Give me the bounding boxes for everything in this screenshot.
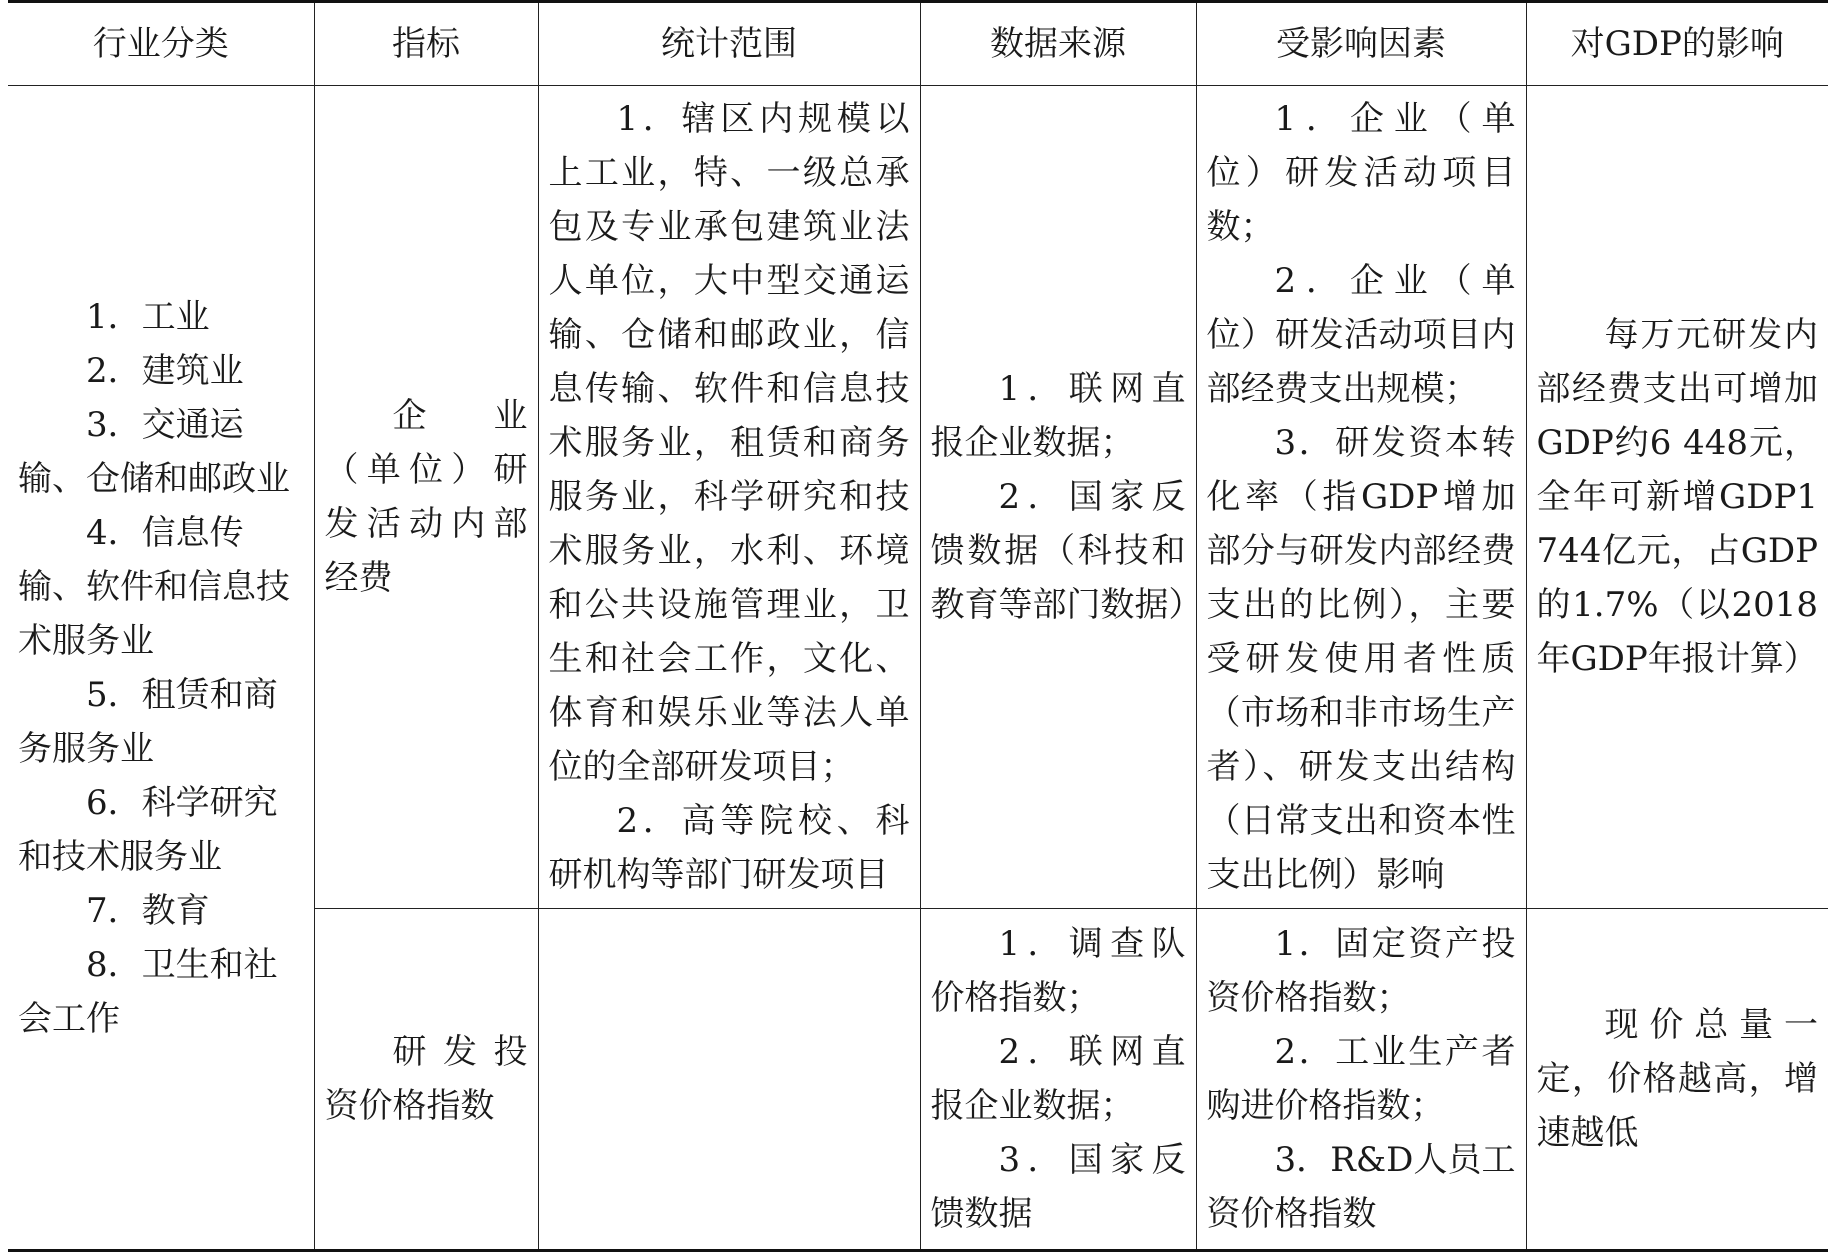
header-indicator: 指标 bbox=[314, 2, 538, 86]
factor-item: 3．R&D人员工资价格指数 bbox=[1206, 1140, 1516, 1234]
factors-cell bbox=[1196, 86, 1526, 909]
indicator-cell bbox=[314, 86, 538, 909]
scope-item: 2．高等院校、科研机构等部门研发项目 bbox=[548, 801, 910, 895]
indicator-text: 研发投资价格指数 bbox=[324, 1032, 528, 1126]
industry-item: 3．交通运输、仓储和邮政业 bbox=[18, 404, 290, 499]
factor-item: 1．固定资产投资价格指数； bbox=[1206, 924, 1516, 1018]
impact-cell bbox=[1526, 86, 1828, 909]
source-item: 1．联网直报企业数据； bbox=[930, 369, 1186, 463]
header-gdp-impact: 对GDP的影响 bbox=[1526, 2, 1828, 86]
scope-cell-empty bbox=[538, 909, 920, 1251]
factor-item: 2．企业（单位）研发活动项目内部经费支出规模； bbox=[1206, 261, 1516, 409]
industry-item: 4．信息传输、软件和信息技术服务业 bbox=[18, 512, 290, 661]
source-item: 2．国家反馈数据（科技和教育等部门数据） bbox=[930, 477, 1203, 625]
header-row bbox=[8, 2, 1828, 86]
source-item: 3．国家反馈数据 bbox=[930, 1140, 1186, 1234]
impact-text: 现价总量一定，价格越高，增速越低 bbox=[1536, 1005, 1818, 1153]
scope-cell bbox=[538, 86, 920, 909]
factor-item: 3．研发资本转化率（指GDP增加部分与研发内部经费支出的比例），主要受研发使用者性质（市场和非市场生产者）、研发支出结构（日常支出和资本性支出比例）影响 bbox=[1206, 423, 1516, 895]
industry-item: 8．卫生和社会工作 bbox=[18, 944, 278, 1039]
impact-text: 每万元研发内部经费支出可增加GDP约6 448元，全年可新增GDP1 744亿元，占GDP的1.7%（以2018年GDP年报计算） bbox=[1536, 315, 1818, 679]
header-factors: 受影响因素 bbox=[1196, 2, 1526, 86]
source-cell bbox=[920, 86, 1203, 909]
indicator-text: 企业（单位）研发活动内部经费 bbox=[324, 396, 528, 598]
impact-cell bbox=[1526, 909, 1828, 1251]
header-source: 数据来源 bbox=[920, 2, 1196, 86]
scope-item: 1．辖区内规模以上工业，特、一级总承包及专业承包建筑业法人单位，大中型交通运输、仓储和邮政业，信息传输、软件和信息技术服务业，租赁和商务服务业，科学研究和技术服务业，水利、环境和公共设施管理业，卫生和社会工作，文化、体育和娱乐业等法人单位的全部研发项目； bbox=[548, 99, 910, 787]
indicator-cell bbox=[314, 909, 538, 1251]
industry-item: 2．建筑业 bbox=[86, 350, 244, 391]
header-industry: 行业分类 bbox=[8, 2, 314, 86]
source-item: 1．调查队价格指数； bbox=[930, 924, 1186, 1018]
factors-cell bbox=[1196, 909, 1526, 1251]
industry-item: 1．工业 bbox=[86, 296, 210, 337]
rd-gdp-table bbox=[8, 0, 1828, 1252]
industry-item: 6．科学研究和技术服务业 bbox=[18, 782, 278, 877]
source-item: 2．联网直报企业数据； bbox=[930, 1032, 1186, 1126]
industry-item: 7．教育 bbox=[86, 890, 210, 931]
table-row bbox=[8, 86, 1828, 909]
industry-cell bbox=[8, 86, 314, 1251]
header-scope: 统计范围 bbox=[538, 2, 920, 86]
factor-item: 1．企业（单位）研发活动项目数； bbox=[1206, 99, 1516, 247]
factor-item: 2．工业生产者购进价格指数； bbox=[1206, 1032, 1516, 1126]
industry-item: 5．租赁和商务服务业 bbox=[18, 674, 278, 769]
source-cell bbox=[920, 909, 1196, 1251]
